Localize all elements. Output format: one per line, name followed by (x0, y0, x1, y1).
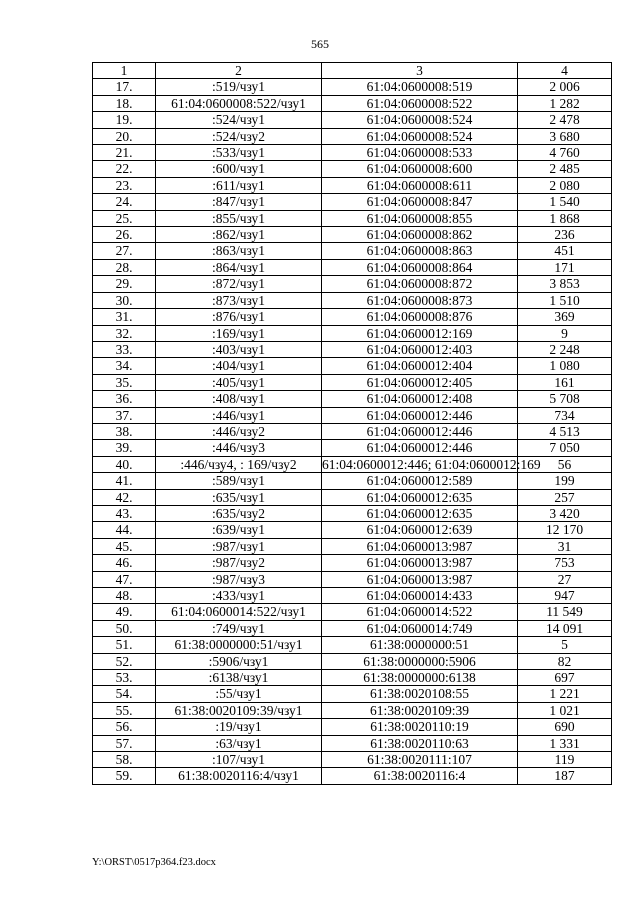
table-row (93, 702, 612, 718)
part-designation-cell: :855/чзу1 (156, 210, 322, 226)
area-cell: 1 282 (518, 95, 612, 111)
area-cell: 690 (518, 719, 612, 735)
part-designation-cell: :524/чзу1 (156, 112, 322, 128)
row-number-cell: 19. (93, 112, 156, 128)
area-cell: 369 (518, 309, 612, 325)
cadastral-number-cell: 61:04:0600013:987 (322, 571, 518, 587)
part-designation-cell: :600/чзу1 (156, 161, 322, 177)
cadastral-number-cell: 61:38:0020110:63 (322, 735, 518, 751)
part-designation-cell: :876/чзу1 (156, 309, 322, 325)
part-designation-cell: :611/чзу1 (156, 177, 322, 193)
area-cell: 236 (518, 227, 612, 243)
table-row (93, 128, 612, 144)
table-row (93, 145, 612, 161)
area-cell: 27 (518, 571, 612, 587)
area-cell: 4 513 (518, 423, 612, 439)
table-row (93, 309, 612, 325)
table-row (93, 325, 612, 341)
table-row (93, 752, 612, 768)
row-number-cell: 25. (93, 210, 156, 226)
part-designation-cell: :446/чзу1 (156, 407, 322, 423)
area-cell: 1 221 (518, 686, 612, 702)
table-row (93, 538, 612, 554)
cadastral-number-cell: 61:04:0600008:611 (322, 177, 518, 193)
area-cell: 3 853 (518, 276, 612, 292)
cadastral-number-cell: 61:04:0600014:749 (322, 620, 518, 636)
area-cell: 9 (518, 325, 612, 341)
row-number-cell: 45. (93, 538, 156, 554)
land-plots-table (92, 62, 612, 785)
area-cell: 12 170 (518, 522, 612, 538)
row-number-cell: 35. (93, 374, 156, 390)
table-row (93, 358, 612, 374)
table-row (93, 407, 612, 423)
row-number-cell: 40. (93, 456, 156, 472)
part-designation-cell: :408/чзу1 (156, 391, 322, 407)
area-cell: 56 (518, 456, 612, 472)
cadastral-number-cell: 61:04:0600008:872 (322, 276, 518, 292)
area-cell: 1 080 (518, 358, 612, 374)
part-designation-cell: :533/чзу1 (156, 145, 322, 161)
table-row (93, 620, 612, 636)
part-designation-cell: :749/чзу1 (156, 620, 322, 636)
area-cell: 753 (518, 555, 612, 571)
area-cell: 1 540 (518, 194, 612, 210)
part-designation-cell: :635/чзу1 (156, 489, 322, 505)
row-number-cell: 39. (93, 440, 156, 456)
row-number-cell: 38. (93, 423, 156, 439)
row-number-cell: 24. (93, 194, 156, 210)
table-row (93, 112, 612, 128)
area-cell: 3 420 (518, 505, 612, 521)
row-number-cell: 36. (93, 391, 156, 407)
row-number-cell: 46. (93, 555, 156, 571)
part-designation-cell: :446/чзу3 (156, 440, 322, 456)
cadastral-number-cell: 61:04:0600013:987 (322, 555, 518, 571)
cadastral-number-cell: 61:04:0600008:847 (322, 194, 518, 210)
row-number-cell: 54. (93, 686, 156, 702)
part-designation-cell: :404/чзу1 (156, 358, 322, 374)
area-cell: 2 248 (518, 341, 612, 357)
part-designation-cell: :433/чзу1 (156, 588, 322, 604)
table-row (93, 243, 612, 259)
cadastral-number-cell: 61:04:0600008:873 (322, 292, 518, 308)
area-cell: 199 (518, 473, 612, 489)
table-row (93, 637, 612, 653)
area-cell: 4 760 (518, 145, 612, 161)
cadastral-number-cell: 61:38:0000000:6138 (322, 670, 518, 686)
cadastral-number-cell: 61:04:0600008:864 (322, 259, 518, 275)
cadastral-number-cell: 61:04:0600008:862 (322, 227, 518, 243)
cadastral-number-cell: 61:04:0600012:639 (322, 522, 518, 538)
area-cell: 11 549 (518, 604, 612, 620)
cadastral-number-cell: 61:04:0600008:522 (322, 95, 518, 111)
part-designation-cell: 61:04:0600008:522/чзу1 (156, 95, 322, 111)
part-designation-cell: :863/чзу1 (156, 243, 322, 259)
column-header: 1 (93, 63, 156, 79)
area-cell: 2 006 (518, 79, 612, 95)
row-number-cell: 44. (93, 522, 156, 538)
table-row (93, 555, 612, 571)
part-designation-cell: 61:38:0020116:4/чзу1 (156, 768, 322, 784)
part-designation-cell: :405/чзу1 (156, 374, 322, 390)
part-designation-cell: 61:38:0020109:39/чзу1 (156, 702, 322, 718)
part-designation-cell: :987/чзу1 (156, 538, 322, 554)
table-header-row (93, 63, 612, 79)
part-designation-cell: :635/чзу2 (156, 505, 322, 521)
row-number-cell: 47. (93, 571, 156, 587)
table-row (93, 735, 612, 751)
cadastral-number-cell: 61:04:0600012:446 (322, 407, 518, 423)
cadastral-number-cell: 61:04:0600013:987 (322, 538, 518, 554)
row-number-cell: 22. (93, 161, 156, 177)
area-cell: 119 (518, 752, 612, 768)
cadastral-number-cell: 61:38:0020108:55 (322, 686, 518, 702)
table-row (93, 473, 612, 489)
area-cell: 1 021 (518, 702, 612, 718)
row-number-cell: 48. (93, 588, 156, 604)
column-header: 3 (322, 63, 518, 79)
area-cell: 5 708 (518, 391, 612, 407)
page-number: 565 (311, 37, 329, 51)
area-cell: 1 868 (518, 210, 612, 226)
row-number-cell: 41. (93, 473, 156, 489)
row-number-cell: 58. (93, 752, 156, 768)
table-row (93, 505, 612, 521)
part-designation-cell: :107/чзу1 (156, 752, 322, 768)
cadastral-number-cell: 61:04:0600012:635 (322, 489, 518, 505)
table-row (93, 571, 612, 587)
part-designation-cell: :446/чзу2 (156, 423, 322, 439)
part-designation-cell: :862/чзу1 (156, 227, 322, 243)
table-row (93, 456, 612, 472)
area-cell: 734 (518, 407, 612, 423)
part-designation-cell: 61:04:0600014:522/чзу1 (156, 604, 322, 620)
row-number-cell: 50. (93, 620, 156, 636)
cadastral-number-cell: 61:04:0600012:405 (322, 374, 518, 390)
cadastral-number-cell: 61:04:0600008:519 (322, 79, 518, 95)
area-cell: 257 (518, 489, 612, 505)
cadastral-number-cell: 61:04:0600008:863 (322, 243, 518, 259)
area-cell: 5 (518, 637, 612, 653)
cadastral-number-cell: 61:04:0600012:169 (322, 325, 518, 341)
cadastral-number-cell: 61:04:0600008:876 (322, 309, 518, 325)
row-number-cell: 21. (93, 145, 156, 161)
part-designation-cell: :987/чзу2 (156, 555, 322, 571)
table-row (93, 292, 612, 308)
row-number-cell: 17. (93, 79, 156, 95)
column-header: 4 (518, 63, 612, 79)
table-row (93, 177, 612, 193)
cadastral-number-cell: 61:04:0600012:446 (322, 423, 518, 439)
table-row (93, 686, 612, 702)
part-designation-cell: :6138/чзу1 (156, 670, 322, 686)
row-number-cell: 31. (93, 309, 156, 325)
table-row (93, 95, 612, 111)
row-number-cell: 53. (93, 670, 156, 686)
table-row (93, 276, 612, 292)
cadastral-number-cell: 61:04:0600012:635 (322, 505, 518, 521)
table-row (93, 489, 612, 505)
row-number-cell: 23. (93, 177, 156, 193)
table-body (93, 79, 612, 784)
row-number-cell: 26. (93, 227, 156, 243)
area-cell: 2 080 (518, 177, 612, 193)
cadastral-number-cell: 61:04:0600008:524 (322, 112, 518, 128)
row-number-cell: 18. (93, 95, 156, 111)
row-number-cell: 42. (93, 489, 156, 505)
row-number-cell: 59. (93, 768, 156, 784)
cadastral-number-cell: 61:04:0600012:446; 61:04:0600012:169 (322, 456, 541, 472)
cadastral-number-cell: 61:04:0600012:589 (322, 473, 518, 489)
part-designation-cell: :639/чзу1 (156, 522, 322, 538)
area-cell: 697 (518, 670, 612, 686)
cadastral-number-cell: 61:38:0020109:39 (322, 702, 518, 718)
row-number-cell: 55. (93, 702, 156, 718)
row-number-cell: 29. (93, 276, 156, 292)
part-designation-cell: :847/чзу1 (156, 194, 322, 210)
table-row (93, 194, 612, 210)
row-number-cell: 52. (93, 653, 156, 669)
part-designation-cell: :589/чзу1 (156, 473, 322, 489)
row-number-cell: 27. (93, 243, 156, 259)
cadastral-number-cell: 61:04:0600014:433 (322, 588, 518, 604)
cadastral-number-cell: 61:38:0020116:4 (322, 768, 518, 784)
table-row (93, 79, 612, 95)
cadastral-number-cell: 61:04:0600008:524 (322, 128, 518, 144)
table-row (93, 719, 612, 735)
area-cell: 451 (518, 243, 612, 259)
table-row (93, 161, 612, 177)
cadastral-number-cell: 61:04:0600008:855 (322, 210, 518, 226)
part-designation-cell: :55/чзу1 (156, 686, 322, 702)
row-number-cell: 34. (93, 358, 156, 374)
table-row (93, 210, 612, 226)
area-cell: 947 (518, 588, 612, 604)
file-path-footer: Y:\ORST\0517p364.f23.docx (92, 857, 216, 868)
table-row (93, 768, 612, 784)
row-number-cell: 49. (93, 604, 156, 620)
row-number-cell: 20. (93, 128, 156, 144)
cadastral-number-cell: 61:04:0600014:522 (322, 604, 518, 620)
area-cell: 1 331 (518, 735, 612, 751)
table-row (93, 670, 612, 686)
part-designation-cell: :987/чзу3 (156, 571, 322, 587)
row-number-cell: 32. (93, 325, 156, 341)
cadastral-number-cell: 61:04:0600012:446 (322, 440, 518, 456)
part-designation-cell: 61:38:0000000:51/чзу1 (156, 637, 322, 653)
row-number-cell: 56. (93, 719, 156, 735)
table-row (93, 227, 612, 243)
table-row (93, 374, 612, 390)
table-row (93, 391, 612, 407)
part-designation-cell: :19/чзу1 (156, 719, 322, 735)
part-designation-cell: :872/чзу1 (156, 276, 322, 292)
area-cell: 2 478 (518, 112, 612, 128)
cadastral-number-cell: 61:04:0600012:403 (322, 341, 518, 357)
part-designation-cell: :864/чзу1 (156, 259, 322, 275)
area-cell: 14 091 (518, 620, 612, 636)
row-number-cell: 43. (93, 505, 156, 521)
cadastral-number-cell: 61:38:0000000:51 (322, 637, 518, 653)
table-row (93, 259, 612, 275)
area-cell: 7 050 (518, 440, 612, 456)
cadastral-number-cell: 61:38:0020111:107 (322, 752, 518, 768)
cadastral-number-cell: 61:04:0600012:404 (322, 358, 518, 374)
row-number-cell: 33. (93, 341, 156, 357)
row-number-cell: 57. (93, 735, 156, 751)
table-row (93, 588, 612, 604)
part-designation-cell: :519/чзу1 (156, 79, 322, 95)
part-designation-cell: :446/чзу4, : 169/чзу2 (156, 456, 322, 472)
area-cell: 1 510 (518, 292, 612, 308)
area-cell: 82 (518, 653, 612, 669)
cadastral-number-cell: 61:04:0600008:533 (322, 145, 518, 161)
area-cell: 2 485 (518, 161, 612, 177)
cadastral-number-cell: 61:38:0000000:5906 (322, 653, 518, 669)
area-cell: 161 (518, 374, 612, 390)
area-cell: 171 (518, 259, 612, 275)
table-row (93, 440, 612, 456)
area-cell: 187 (518, 768, 612, 784)
table-row (93, 423, 612, 439)
row-number-cell: 51. (93, 637, 156, 653)
part-designation-cell: :403/чзу1 (156, 341, 322, 357)
row-number-cell: 28. (93, 259, 156, 275)
table-row (93, 653, 612, 669)
part-designation-cell: :63/чзу1 (156, 735, 322, 751)
area-cell: 3 680 (518, 128, 612, 144)
column-header: 2 (156, 63, 322, 79)
cadastral-number-cell: 61:38:0020110:19 (322, 719, 518, 735)
table-row (93, 522, 612, 538)
part-designation-cell: :873/чзу1 (156, 292, 322, 308)
table-row (93, 604, 612, 620)
area-cell: 31 (518, 538, 612, 554)
part-designation-cell: :524/чзу2 (156, 128, 322, 144)
row-number-cell: 37. (93, 407, 156, 423)
part-designation-cell: :5906/чзу1 (156, 653, 322, 669)
part-designation-cell: :169/чзу1 (156, 325, 322, 341)
cadastral-number-cell: 61:04:0600008:600 (322, 161, 518, 177)
cadastral-number-cell: 61:04:0600012:408 (322, 391, 518, 407)
table-row (93, 341, 612, 357)
row-number-cell: 30. (93, 292, 156, 308)
